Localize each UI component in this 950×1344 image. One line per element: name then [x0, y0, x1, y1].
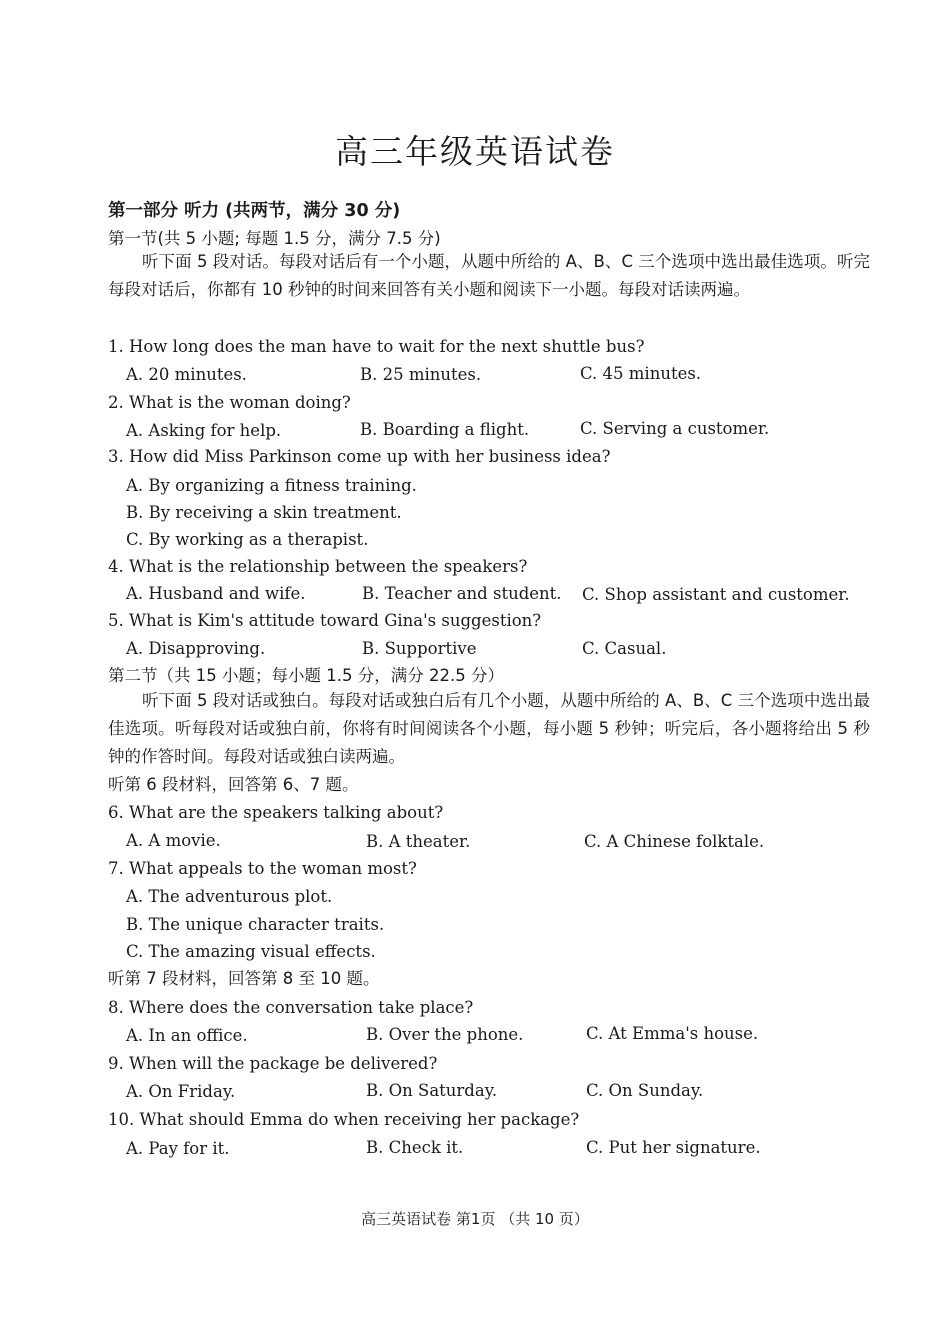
question-2-stem: 2. What is the woman doing? [108, 393, 351, 412]
question-5-option-a: A. Disapproving. [126, 639, 266, 658]
question-4-option-c: C. Shop assistant and customer. [582, 585, 850, 604]
question-5-stem: 5. What is Kim's attitude toward Gina's suggestion? [108, 611, 542, 630]
question-1-option-a: A. 20 minutes. [126, 365, 247, 384]
question-7-option-b: B. The unique character traits. [126, 915, 385, 934]
question-10-stem: 10. What should Emma do when receiving her package? [108, 1110, 580, 1129]
question-8-stem: 8. Where does the conversation take place? [108, 998, 474, 1017]
question-6-option-b: B. A theater. [366, 832, 471, 851]
question-9-option-b: B. On Saturday. [366, 1081, 498, 1100]
material-6-heading: 听第 6 段材料，回答第 6、7 题。 [108, 775, 359, 794]
question-10-option-a: A. Pay for it. [126, 1139, 230, 1158]
section2-heading: 第二节（共 15 小题；每小题 1.5 分，满分 22.5 分） [108, 666, 504, 685]
question-6-stem: 6. What are the speakers talking about? [108, 803, 444, 822]
question-7-stem: 7. What appeals to the woman most? [108, 859, 417, 878]
page-title: 高三年级英语试卷 [335, 132, 615, 171]
question-6-option-a: A. A movie. [126, 831, 221, 850]
question-5-option-c: C. Casual. [582, 639, 667, 658]
question-1-option-b: B. 25 minutes. [360, 365, 482, 384]
page-footer: 高三英语试卷 第1页 （共 10 页） [361, 1210, 589, 1228]
section1-instructions: 听下面 5 段对话。每段对话后有一个小题，从题中所给的 A、B、C 三个选项中选出最佳选项。听完每段对话后，你都有 10 秒钟的时间来回答有关小题和阅读下一小题。每段对话读两遍。 [108, 252, 870, 299]
question-1-option-c: C. 45 minutes. [580, 364, 702, 383]
question-3-option-a: A. By organizing a fitness training. [126, 476, 417, 495]
section2-instructions: 听下面 5 段对话或独白。每段对话或独白后有几个小题，从题中所给的 A、B、C 三个选项中选出最佳选项。听每段对话或独白前，你将有时间阅读各个小题，每小题 5 秒钟；听完后，各小题将给出 5 秒钟的作答时间。每段对话或独白读两遍。 [108, 691, 870, 766]
question-9-stem: 9. When will the package be delivered? [108, 1054, 438, 1073]
question-3-stem: 3. How did Miss Parkinson come up with her business idea? [108, 447, 611, 466]
question-7-option-c: C. The amazing visual effects. [126, 942, 376, 961]
question-4-stem: 4. What is the relationship between the speakers? [108, 557, 528, 576]
question-8-option-b: B. Over the phone. [366, 1025, 524, 1044]
material-7-heading: 听第 7 段材料，回答第 8 至 10 题。 [108, 969, 380, 988]
section1-heading: 第一节(共 5 小题; 每题 1.5 分，满分 7.5 分) [108, 229, 441, 248]
question-3-option-c: C. By working as a therapist. [126, 530, 369, 549]
question-5-option-b: B. Supportive [362, 639, 477, 658]
question-8-option-a: A. In an office. [126, 1026, 248, 1045]
question-4-option-a: A. Husband and wife. [126, 584, 306, 603]
question-4-option-b: B. Teacher and student. [362, 584, 562, 603]
question-2-option-a: A. Asking for help. [126, 421, 282, 440]
question-8-option-c: C. At Emma's house. [586, 1024, 759, 1043]
question-6-option-c: C. A Chinese folktale. [584, 832, 765, 851]
question-10-option-c: C. Put her signature. [586, 1138, 761, 1157]
question-3-option-b: B. By receiving a skin treatment. [126, 503, 402, 522]
question-7-option-a: A. The adventurous plot. [126, 887, 333, 906]
question-10-option-b: B. Check it. [366, 1138, 464, 1157]
part1-heading: 第一部分 听力 (共两节，满分 30 分) [108, 201, 401, 221]
question-9-option-a: A. On Friday. [126, 1082, 236, 1101]
question-2-option-b: B. Boarding a flight. [360, 420, 530, 439]
question-1-stem: 1. How long does the man have to wait for the next shuttle bus? [108, 337, 645, 356]
question-2-option-c: C. Serving a customer. [580, 419, 770, 438]
question-9-option-c: C. On Sunday. [586, 1081, 704, 1100]
